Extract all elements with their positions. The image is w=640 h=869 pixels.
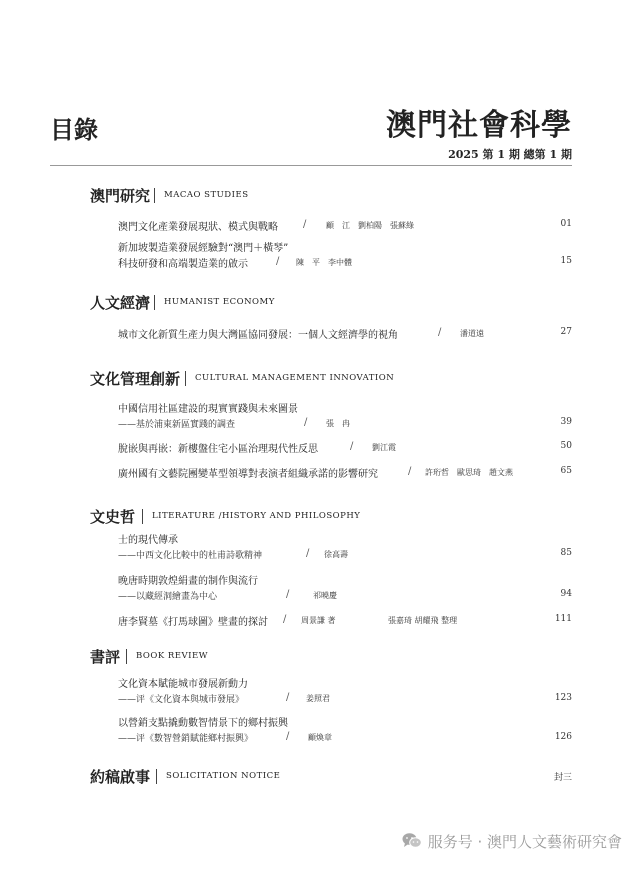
entry-title: 文化資本賦能城市發展新動力 bbox=[118, 679, 248, 690]
entry-authors: 陳 平 李中體 bbox=[296, 258, 352, 267]
entry-title: 新加坡製造業發展經驗對“澳門＋橫琴” bbox=[118, 243, 289, 254]
page-number: 85 bbox=[560, 548, 572, 558]
entry-authors: 姜照君 bbox=[306, 694, 330, 703]
section-divider bbox=[126, 649, 127, 664]
section-title-zh: 書評 bbox=[90, 648, 121, 666]
entry-title: 唐李賢墓《打馬球圖》壁畫的探討 bbox=[118, 617, 268, 628]
entry-title: 廣州國有文藝院團變革型領導對表演者組織承諾的影響研究 bbox=[118, 469, 378, 480]
entry-subtitle: ——基於浦東新區實踐的調查 bbox=[118, 420, 236, 430]
section-humanist-economy bbox=[90, 292, 572, 341]
entry-title: 晚唐時期敦煌絹畫的制作與流行 bbox=[118, 576, 258, 587]
section-title-en: CULTURAL MANAGEMENT INNOVATION bbox=[195, 373, 395, 383]
watermark bbox=[402, 831, 622, 853]
separator-slash: / bbox=[286, 692, 290, 703]
page-number: 94 bbox=[560, 589, 572, 599]
section-header bbox=[90, 185, 572, 207]
section-literature-history-philosophy bbox=[90, 506, 572, 628]
entry-title: 城市文化新質生產力與大灣區協同發展：一個人文經濟學的視角 bbox=[118, 330, 398, 341]
separator-slash: / bbox=[303, 219, 307, 230]
section-header bbox=[90, 506, 572, 528]
entry-authors: 顧煥章 bbox=[308, 733, 332, 742]
entry-title: 士的現代傳承 bbox=[118, 535, 178, 546]
separator-slash: / bbox=[306, 548, 310, 559]
entry-title-continued: 科技研發和高端製造業的啟示 bbox=[118, 259, 248, 270]
section-title-en: HUMANIST ECONOMY bbox=[164, 297, 275, 307]
separator-slash: / bbox=[304, 417, 308, 428]
entry-title: 脫嵌與再嵌：新樓盤住宅小區治理現代性反思 bbox=[118, 444, 318, 455]
entry-title: 澳門文化產業發展現狀、模式與戰略 bbox=[118, 222, 278, 233]
page-number: 01 bbox=[560, 219, 572, 229]
entry-authors: 祁曉慶 bbox=[313, 591, 337, 600]
entry-title: 中國信用社區建設的現實實踐與未來圖景 bbox=[118, 404, 298, 415]
issue-number: 2025 第 1 期 總第 1 期 bbox=[448, 148, 572, 161]
page-number: 65 bbox=[560, 466, 572, 476]
entry-authors: 潘道遠 bbox=[460, 329, 484, 338]
entry-authors: 周景謙 著 bbox=[301, 616, 336, 625]
section-book-review bbox=[90, 646, 572, 744]
section-title-zh: 澳門研究 bbox=[90, 187, 151, 205]
separator-slash: / bbox=[438, 327, 442, 338]
section-title-en: BOOK REVIEW bbox=[136, 651, 208, 661]
section-divider bbox=[185, 371, 186, 386]
separator-slash: / bbox=[286, 589, 290, 600]
header-divider bbox=[50, 165, 572, 166]
section-header bbox=[90, 766, 572, 788]
entry-authors: 劉江霞 bbox=[372, 443, 396, 452]
section-header bbox=[90, 368, 572, 390]
section-header bbox=[90, 292, 572, 314]
section-title-en: SOLICITATION NOTICE bbox=[166, 771, 281, 781]
section-divider bbox=[156, 769, 157, 784]
entry-authors: 許珩哲 歐思琦 趙文燕 bbox=[425, 468, 513, 477]
separator-slash: / bbox=[350, 441, 354, 452]
separator-slash: / bbox=[408, 466, 412, 477]
entry-subtitle: ——中西文化比較中的杜甫詩歌精神 bbox=[118, 551, 263, 561]
section-divider bbox=[142, 509, 143, 524]
wechat-icon bbox=[402, 832, 422, 853]
entry-title: 以營銷支點撬動數智情景下的鄉村振興 bbox=[118, 718, 288, 729]
entry-editors: 張嘉琦 胡耀飛 整理 bbox=[388, 616, 458, 625]
section-title-en: LITERATURE /HISTORY AND PHILOSOPHY bbox=[152, 511, 361, 521]
watermark-text: 服务号 · 澳門人文藝術研究會 bbox=[427, 833, 622, 851]
section-solicitation-notice[interactable] bbox=[90, 766, 572, 788]
section-header bbox=[90, 646, 572, 668]
separator-slash: / bbox=[283, 614, 287, 625]
separator-slash: / bbox=[276, 256, 280, 267]
section-divider bbox=[154, 188, 155, 203]
section-title-zh: 文化管理創新 bbox=[90, 370, 181, 388]
entry-subtitle: ——以藏經洞繪畫為中心 bbox=[118, 592, 218, 602]
page-number: 111 bbox=[554, 614, 572, 624]
page-number: 50 bbox=[560, 441, 572, 451]
entry-authors: 張 冉 bbox=[326, 419, 350, 428]
page-number: 39 bbox=[560, 417, 572, 427]
entry-subtitle: ——评《數智營銷賦能鄉村振興》 bbox=[118, 734, 254, 744]
section-title-en: MACAO STUDIES bbox=[164, 190, 249, 200]
journal-title: 澳門社會科學 bbox=[386, 108, 572, 143]
page-number: 封三 bbox=[553, 773, 572, 783]
section-title-zh: 文史哲 bbox=[90, 508, 136, 526]
section-macao-studies bbox=[90, 185, 572, 270]
separator-slash: / bbox=[286, 731, 290, 742]
page-number: 126 bbox=[554, 732, 572, 742]
entry-authors: 顧 江 劉柏陽 張蘇綠 bbox=[326, 221, 414, 230]
entry-authors: 徐高壽 bbox=[324, 550, 348, 559]
section-title-zh: 約稿啟事 bbox=[90, 768, 151, 786]
page-number: 27 bbox=[560, 327, 572, 337]
section-cultural-management-innovation bbox=[90, 368, 572, 480]
toc-heading: 目錄 bbox=[50, 115, 98, 144]
section-divider bbox=[154, 295, 155, 310]
page-number: 15 bbox=[560, 256, 572, 266]
section-title-zh: 人文經濟 bbox=[90, 294, 151, 312]
entry-subtitle: ——评《文化資本與城市發展》 bbox=[118, 695, 245, 705]
page-number: 123 bbox=[554, 693, 572, 703]
